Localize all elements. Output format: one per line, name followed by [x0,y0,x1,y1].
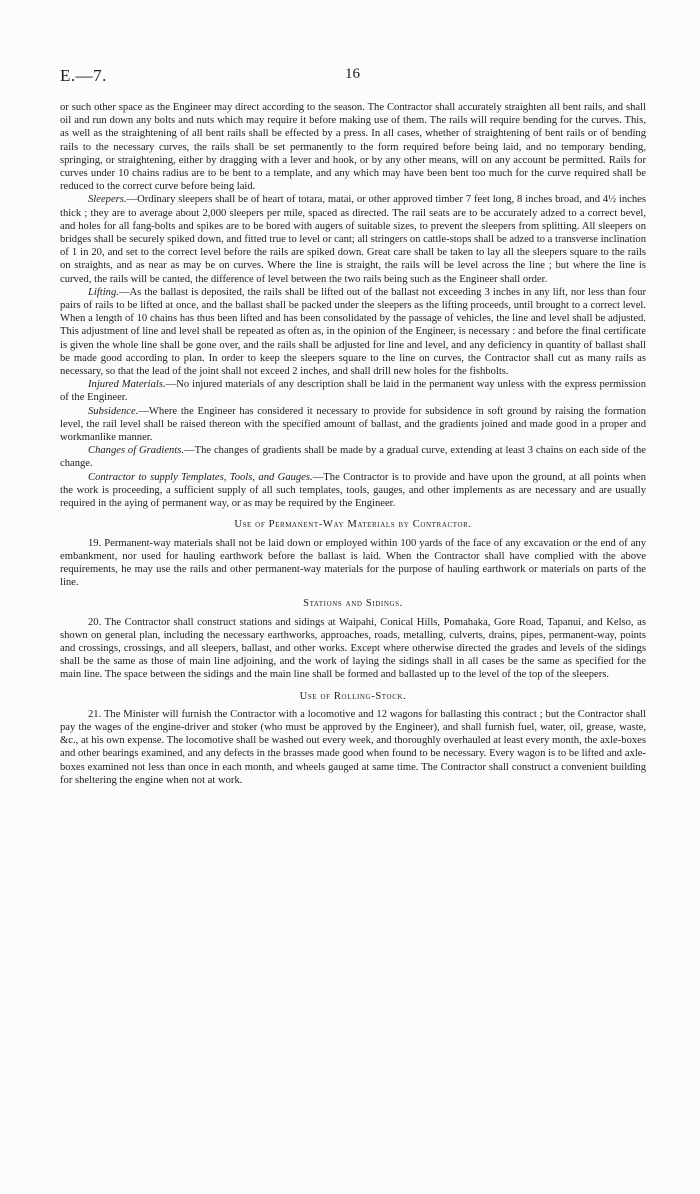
document-reference: E.—7. [60,66,107,85]
subsidence-title: Subsidence. [88,405,139,417]
paragraph-continuation: or such other space as the Engineer may direct according to the season. The Contractor shall accurately straighten all bent rails, and shall oil and run down any bolts and nuts which may require it before making use of them. The rails will require bending for the curves. This, as well as the straightening of all bent rails shall be effected by a press. In all cases, whether of straightening of bent rails or of bending rails to the necessary curves, the rails shall be set permanently to the form required before being laid, and no temporary bending, springing, or straightening, either by dragging with a lever and hook, or by any other means, will on any account be permitted. Rails for curves under 10 chains radius are to be bent to a template, and any which may have been bent too much for the curve required shall be reduced to the correct curve before being laid. [60,102,646,193]
clause-21: 21. The Minister will furnish the Contractor with a locomotive and 12 wagons for ballasting this contract ; but the Contractor shall pay the wages of the engine-driver and stoker (who must be approved by the Engineer), and shall furnish fuel, water, oil, grease, waste, &c., at his own expense. The locomotive shall be washed out every week, and thoroughly overhauled at least every month, the axle-boxes and other bearings examined, and any defects in the brasses made good when found to be necessary. Every wagon is to be lifted and axle-boxes examined not less than once in each month, and wheels gauged at same time. The Contractor shall construct a convenient building for sheltering the engine when not at work. [60,708,646,786]
subsidence-text: —Where the Engineer has considered it necessary to provide for subsidence in soft ground by raising the formation level, the rail level shall be raised thereon with the specified amount of ballast, and the gradients joined and made good in a proper and workmanlike manner. [60,405,646,444]
paragraph-injured-materials [60,378,646,404]
paragraph-sleepers [60,193,646,285]
lifting-title: Lifting. [88,286,119,298]
templates-title: Contractor to supply Templates, Tools, and Gauges. [88,471,313,483]
section-heading-permanent-way: Use of Permanent-Way Materials by Contractor. [234,519,472,531]
lifting-text: —As the ballast is deposited, the rails shall be lifted out of the ballast not exceeding 3 inches in any lift, nor less than four pairs of rails to be lifted at once, and the ballast shall be packed under the sleepers as the lifting proceeds, until brought to a correct level. When a length of 10 chains has thus been lifted and has been consolidated by the passage of vehicles, the line and level shall be adjusted. This adjustment of line and level shall be repeated as often as, in the opinion of the Engineer, is necessary : and before the final certificate is given the whole line shall be gone over, and the rails shall be adjusted for line and level, and any deficiency in quantity of ballast shall be made good according to plan. In order to keep the sleepers square to the line on curves, the Contractor shall cut as many rails as necessary, so that the lead of the joint shall not exceed 2 inches, and shall drill new holes for the fishbolts. [60,286,646,378]
page-number: 16 [345,66,360,82]
page-header [60,66,645,88]
paragraph-lifting [60,286,646,378]
paragraph-subsidence [60,405,646,445]
templates-text: —The Contractor is to provide and have upon the ground, at all points when the work is proceeding, a sufficient supply of all such templates, tools, gauges, and other implements as are necessary and are usually required in the aying of permanent way, or as may be required by the Engineer. [60,471,646,510]
sleepers-title: Sleepers. [88,194,127,206]
clause-19: 19. Permanent-way materials shall not be laid down or employed within 100 yards of the face of any excavation or the end of any embankment, nor used for hauling earthwork before the ballast is laid. When the Contractor shall have complied with the above requirements, he may use the rails and other permanent-way materials for the purpose of hauling earthwork or materials on parts of the line. [60,537,646,589]
gradients-title: Changes of Gradients. [88,445,185,457]
sleepers-text: —Ordinary sleepers shall be of heart of totara, matai, or other approved timber 7 feet long, 8 inches broad, and 4½ inches thick ; they are to average about 2,000 sleepers per mile, spaced as directed. The rail seats are to be accurately adzed to a correct bevel, and holes for all fang-bolts and spikes are to be bored with augers of suitable sizes, to prevent the sleepers from splitting. All sleepers on bridges shall be securely spiked down, and fitted true to level or cant; all stringers on cattle-stops shall be adzed to a transverse inclination of 1 in 20, and set to the correct level before the rails are spiked down. Great care shall be taken to lay all the sleepers square to the rails on straights, and as near as may be on curves. Where the line is straight, the rails will be level across the line ; but where the line is curved, the rails will be canted, the difference of level between the two rails being such as the Engineer shall order. [60,194,646,285]
document-body [60,101,646,787]
injured-title: Injured Materials. [88,379,166,391]
section-heading-stations: Stations and Sidings. [303,598,403,610]
paragraph-templates [60,471,646,511]
clause-20: 20. The Contractor shall construct stations and sidings at Waipahi, Conical Hills, Pomahaka, Gore Road, Tapanui, and Kelso, as shown on general plan, including the necessary earthworks, approaches, roads, metalling, culverts, drains, pipes, permanent-way, points and crossings, crossings, and all sleepers, ballast, and other works. Except where otherwise directed the grades and levels of the sidings shall be the same as those of main line adjoining, and the work of laying the sidings shall in all cases be the same as specified for the main line. The space between the sidings and the main line shall be formed and ballasted up to the level of the top of the sleepers. [60,616,646,681]
injured-text: —No injured materials of any description shall be laid in the permanent way unless with the express permission of the Engineer. [60,379,647,404]
section-heading-rolling-stock: Use of Rolling-Stock. [299,690,407,702]
gradients-text: —The changes of gradients shall be made by a gradual curve, extending at least 3 chains on each side of the change. [60,445,647,470]
paragraph-gradients [60,444,646,470]
